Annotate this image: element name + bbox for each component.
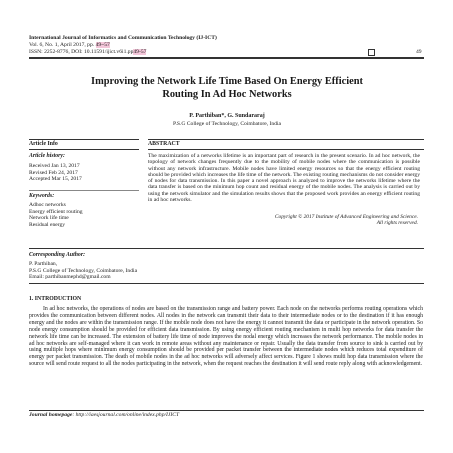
header-rule [29, 57, 424, 59]
keyword-item: Network life time [29, 215, 69, 222]
journal-logo-icon [368, 49, 375, 56]
article-info-rule-mid [29, 149, 139, 150]
footer-rule [29, 410, 424, 411]
intro-heading: 1. INTRODUCTION [29, 296, 82, 302]
affiliation: P.S.G College of Technology, Coimbatore, India [172, 121, 282, 127]
article-info-heading: Article Info [29, 141, 58, 147]
corresponding-details: P. Parthiban, P.S.G College of Technology, Coimbatore, India Email: parthibanmephd@gmail.com [29, 261, 138, 281]
copyright: Copyright © 2017 Institute of Advanced Engineering and Science. All rights reserved. [274, 214, 418, 227]
abstract-text: The maximization of a networks lifetime is an important part of research in the present scenario. In ad hoc network, the topology of network changes frequently due to the mobility of mobile nodes where the communication is possible without any network infrastructure. Mobile nodes have limited energy resources so that the energy efficient routing should be provided which increases the life time of the network. The existing routing mechanisms do not consider energy of nodes for data transmission. In this paper a novel approach is analyzed to improve the networks lifetime where the data transfer is based on the minimum hop count and residual energy of the mobile nodes. The analysis is carried out by using the network simulator and the simulation results shows that the proposed work provides an energy efficient routing in ad hoc networks. [148, 153, 420, 204]
history-divider [29, 190, 139, 191]
abstract-rule-mid [148, 149, 424, 150]
authors: P. Parthiban*, G. Sundararaj [189, 113, 265, 119]
intro-text: In ad hoc networks, the operations of nodes are based on the transmission range and battery power. Each node on the networks performs routing operations which provides the communication between different nodes. All nodes in the network can transmit their data to their intermediate nodes or to the destination if it has enough energy and the nodes are within the transmission range. If the mobile node does not have the energy it cannot transmit the data or participate in the network operation. So node energy consumption should be provided for efficient data transmission. By using energy efficient routing mechanism in multi hop networks for data transfer the network life time can be increased. The extension of battery life time of node improves the nodal energy which increases the network performance. The mobile nodes in ad hoc networks are self-managed where it can work in remote areas without any maintenance or repair. Usually the data transfer from source to sink is carried out by using multiple hops where minimum energy consumption should be provided per packet transfer between the intermediate nodes which reduces total expenditure of energy per packet transmission. The death of mobile nodes in the ad hoc networks will adversely affect services. Figure 1 shows multi hop data transmission where the source will send route request to all the nodes participating in the network, when the request reaches the destination it will send route reply along with acknowledgement. [29, 306, 423, 368]
history-label: Article history: [29, 153, 65, 159]
history-dates: Received Jan 13, 2017 Revised Feb 24, 2017 Accepted Mar 15, 2017 [29, 163, 82, 183]
corresponding-label: Corresponding Author: [29, 252, 86, 258]
article-info-rule-top [29, 139, 139, 140]
homepage-link[interactable]: : http://iaesjournal.com/online/index.php/IJICT [72, 412, 180, 418]
journal-issn: ISSN: 2252-8776, DOI: 10.11591/ijict.v6i1.pp49-57 [29, 49, 147, 55]
keyword-item: Adhoc networks [29, 202, 66, 208]
journal-name: International Journal of Informatics and Communication Technology (IJ-ICT) [29, 35, 217, 41]
corresponding-rule [29, 283, 424, 284]
keywords-list [29, 202, 83, 228]
footer-homepage: Journal homepage: http://iaesjournal.com/online/index.php/IJICT [29, 412, 180, 418]
abstract-rule-top [148, 139, 424, 140]
keywords-label: Keywords: [29, 193, 55, 199]
keyword-item: Energy efficient routing [29, 208, 83, 215]
keyword-item: Residual energy [29, 221, 66, 228]
journal-volume: Vol. 6, No. 1, April 2017, pp. 49~57 [29, 42, 110, 48]
abstract-rule-bottom [29, 248, 424, 249]
page-number: 49 [416, 49, 422, 55]
abstract-heading: ABSTRACT [148, 141, 180, 147]
paper-title: Improving the Network Life Time Based On Energy Efficient Routing In Ad Hoc Networks [91, 76, 363, 100]
